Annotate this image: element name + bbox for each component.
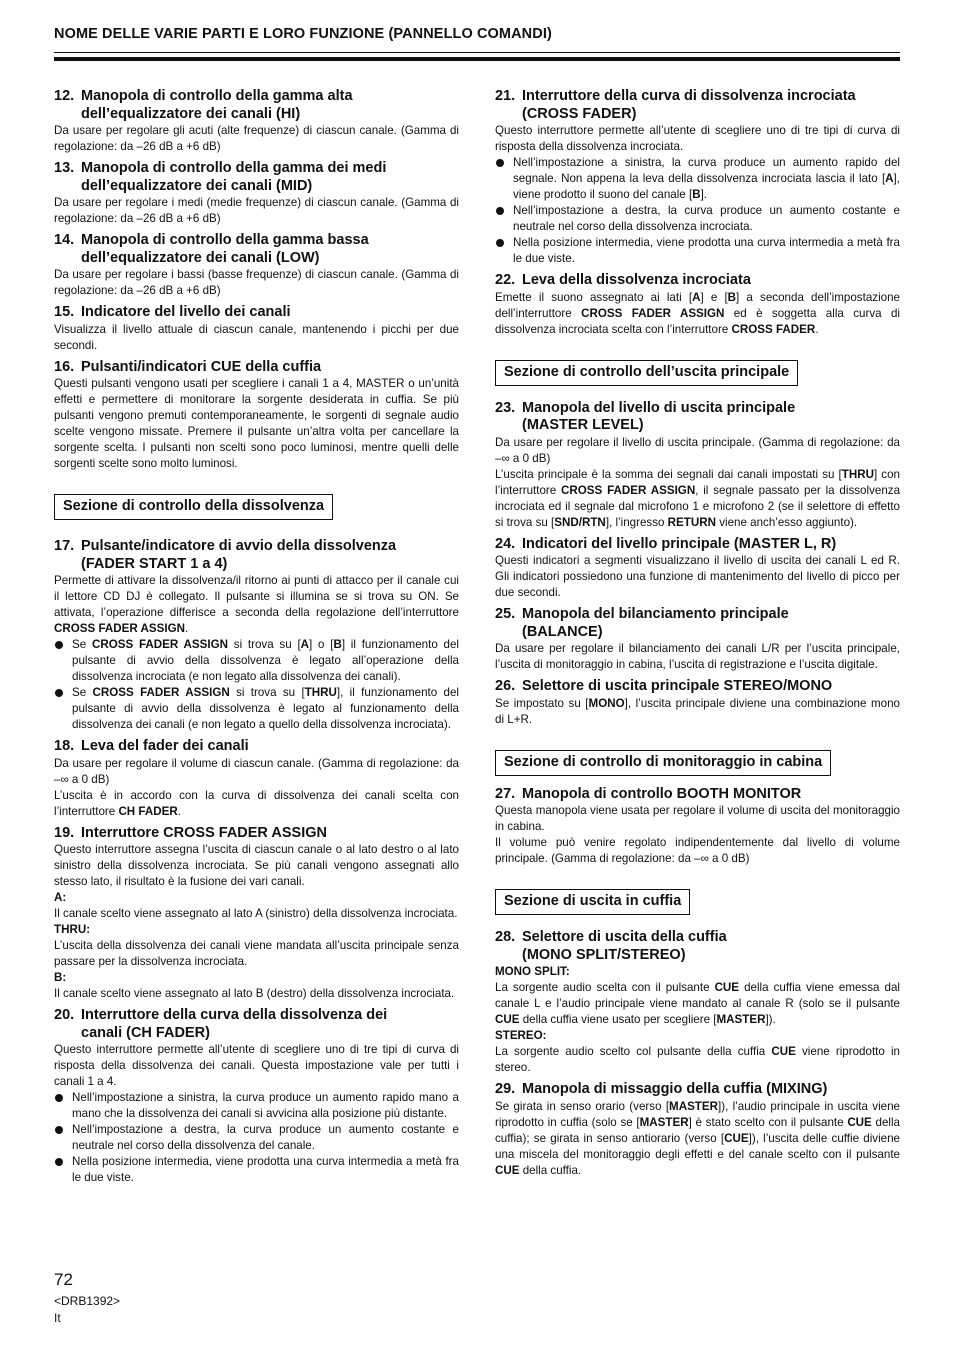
item-15-number: 15.: [54, 304, 75, 320]
item-28: [495, 929, 900, 1076]
item-25-title-line2: (BALANCE): [522, 623, 603, 640]
item-17-title-line2: (FADER START 1 a 4): [81, 555, 228, 572]
item-23-body-2: [495, 467, 900, 531]
item-14-title-line1: Manopola di controllo della gamma bassa: [81, 232, 369, 248]
item-21-bullet-2: Nell’impostazione a destra, la curva produce un aumento costante e neutrale nel corso della dissolvenza incrociata.: [495, 203, 900, 235]
text: ]), l’audio principale in uscita viene riprodotto in cuffia (solo se [: [495, 1099, 900, 1129]
item-19-number: 19.: [54, 824, 75, 841]
item-25-number: 25.: [495, 606, 516, 622]
item-17: [54, 538, 459, 733]
item-18: [54, 738, 459, 820]
text: si trova su [: [229, 686, 305, 699]
item-14-title-line2: dell’equalizzatore dei canali (LOW): [81, 249, 320, 266]
item-17-bullets: [54, 637, 459, 733]
item-18-heading: [54, 738, 459, 756]
keyword: CUE: [771, 1045, 796, 1058]
item-16-number: 16.: [54, 358, 75, 375]
item-19-title: Interruttore CROSS FADER ASSIGN: [81, 824, 327, 841]
item-24-number: 24.: [495, 535, 516, 552]
text: Se girata in senso orario (verso [: [495, 1099, 670, 1113]
text: della cuffia viene emessa dal canale L e l’audio principale viene mandato al canale R (solo se il pulsante: [495, 981, 900, 1010]
item-21-bullet-3: Nella posizione intermedia, viene prodotta una curva intermedia a metà fra le due viste.: [495, 235, 900, 267]
item-17-bullet-1: [54, 637, 459, 685]
text: della cuffia); se girata in senso antiorario (verso [: [495, 1115, 900, 1145]
item-28-label-mono-split: MONO SPLIT:: [495, 965, 570, 978]
item-19-body: Questo interruttore assegna l’uscita di ciascun canale o al lato destro o al lato sinistro della dissolvenza incrociata. Se più canali vengono assegnati allo stesso lato, il risultato è la fusione dei vari canali.: [54, 843, 459, 888]
item-12-body: Da usare per regolare gli acuti (alte frequenze) di ciascun canale. (Gamma di regolazione: da –26 dB a +6 dB): [54, 124, 459, 153]
page-header-title: NOME DELLE VARIE PARTI E LORO FUNZIONE (PANNELLO COMANDI): [54, 26, 552, 42]
text: ] e [: [700, 290, 728, 304]
text: .: [815, 322, 819, 336]
keyword: A: [692, 290, 701, 304]
item-22-number: 22.: [495, 272, 516, 288]
item-23-number: 23.: [495, 399, 516, 416]
item-23-title-line2: (MASTER LEVEL): [522, 417, 644, 433]
keyword: A: [300, 638, 310, 651]
keyword: CUE: [847, 1115, 872, 1129]
item-26-title: Selettore di uscita principale STEREO/MONO: [522, 678, 833, 694]
item-19-text-a: Il canale scelto viene assegnato al lato A (sinistro) della dissolvenza incrociata.: [54, 907, 458, 920]
section-title-master: Sezione di controllo dell’uscita principale: [495, 360, 798, 386]
item-26-heading: [495, 678, 900, 696]
text: ].: [700, 188, 708, 201]
text: ]).: [765, 1013, 776, 1026]
text: viene anch’esso aggiunto).: [715, 515, 858, 529]
text: ] o [: [309, 638, 334, 651]
item-29-heading: [495, 1081, 900, 1099]
text: della cuffia viene usato per scegliere [: [519, 1013, 717, 1026]
item-23-heading: [495, 400, 900, 435]
item-17-number: 17.: [54, 538, 75, 554]
item-12: [54, 88, 459, 155]
text: ], l’uscita principale diviene una combinazione mono di L+R.: [495, 696, 900, 726]
item-28-label-stereo: STEREO:: [495, 1029, 547, 1042]
language-code: It: [54, 1311, 61, 1325]
text: La sorgente audio scelto col pulsante della cuffia: [495, 1045, 772, 1058]
item-25-title-line1: Manopola del bilanciamento principale: [522, 606, 789, 622]
text: L’uscita principale è la somma dei segnali dai canali impostati su [: [495, 467, 842, 481]
keyword: THRU: [841, 467, 874, 481]
item-22: [495, 272, 900, 338]
item-21: [495, 88, 900, 267]
item-28-text-stereo: [495, 1044, 900, 1076]
keyword: MASTER: [639, 1115, 689, 1129]
section-title-fader: Sezione di controllo della dissolvenza: [54, 494, 333, 520]
item-29-body: [495, 1099, 900, 1179]
item-14-number: 14.: [54, 232, 75, 248]
item-25-heading: [495, 606, 900, 641]
item-17-body-end: .: [184, 622, 189, 635]
page-number: 72: [54, 1270, 73, 1289]
keyword: CROSS FADER: [731, 322, 816, 336]
keyword: CROSS FADER ASSIGN: [581, 306, 725, 320]
item-15-heading: [54, 304, 459, 322]
item-15-body: Visualizza il livello attuale di ciascun canale, mantenendo i picchi per due secondi.: [54, 322, 459, 352]
header-rule-thin: [54, 52, 900, 53]
item-27-heading: [495, 786, 900, 804]
item-17-heading: [54, 538, 459, 573]
item-23-title-line1: Manopola del livello di uscita principale: [522, 399, 796, 416]
item-29: [495, 1081, 900, 1179]
item-29-title: Manopola di missaggio della cuffia (MIXING): [522, 1081, 828, 1097]
item-20-bullet-2: Nell’impostazione a destra, la curva produce un aumento costante e neutrale nel corso della dissolvenza del canale.: [54, 1122, 459, 1154]
item-18-title: Leva del fader dei canali: [81, 738, 249, 754]
item-21-bullets: [495, 155, 900, 267]
keyword: CUE: [714, 981, 740, 994]
document-code: <DRB1392>: [54, 1294, 121, 1308]
item-19-text-b: Il canale scelto viene assegnato al lato B (destro) della dissolvenza incrociata.: [54, 987, 455, 1000]
item-13-title-line2: dell’equalizzatore dei canali (MID): [81, 177, 313, 194]
keyword: SND/RTN: [554, 515, 606, 529]
section-fader-wrap: [54, 494, 459, 520]
item-15: [54, 304, 459, 354]
item-24-heading: [495, 536, 900, 554]
item-20-body: Questo interruttore permette all’utente di scegliere uno di tre tipi di curva di risposta della dissolvenza dei canali. Questa impostazione vale per tutti i canali 1 a 4.: [54, 1043, 459, 1088]
item-20-heading: [54, 1007, 459, 1042]
item-17-title-line1: Pulsante/indicatore di avvio della dissolvenza: [81, 538, 397, 554]
item-26-body: [495, 696, 900, 728]
item-12-number: 12.: [54, 88, 75, 104]
item-13-body: Da usare per regolare i medi (medie frequenze) di ciascun canale. (Gamma di regolazione: da –26 dB a +6 dB): [54, 196, 459, 225]
item-21-title-line2: (CROSS FADER): [522, 105, 637, 122]
text: viene riprodotto in stereo.: [495, 1045, 900, 1074]
item-17-body: [54, 573, 459, 637]
item-23-body-1: Da usare per regolare il livello di uscita principale. (Gamma di regolazione: da –∞ a 0 dB): [495, 435, 900, 465]
text: della cuffia.: [519, 1163, 582, 1177]
text: ], viene prodotto il suono del canale [: [513, 172, 900, 201]
item-21-title-line1: Interruttore della curva di dissolvenza incrociata: [522, 88, 856, 104]
section-master-wrap: [495, 360, 900, 386]
item-19-label-b: B:: [54, 971, 67, 984]
keyword: A: [885, 172, 894, 185]
keyword: MASTER: [669, 1099, 718, 1113]
item-13-heading: [54, 160, 459, 195]
text: L’uscita è in accordo con la curva di dissolvenza dei canali scelta con l’interruttore: [54, 788, 459, 818]
keyword: B: [727, 290, 737, 304]
header-rule-thick: [54, 57, 900, 61]
item-28-heading: [495, 929, 900, 964]
keyword: B: [333, 638, 342, 651]
item-13: [54, 160, 459, 227]
text: ] con l’interruttore: [495, 467, 900, 497]
text: La sorgente audio scelta con il pulsante: [495, 981, 715, 994]
item-21-body: Questo interruttore permette all’utente di scegliere uno di tre tipi di curva di risposta della dissolvenza incrociata.: [495, 124, 900, 153]
item-28-text-mono-split: [495, 980, 900, 1028]
text: ] il funzionamento del pulsante di avvio della dissolvenza è legato all’operazione della dissolvenza incrociata (e non legato alla dissolvenza dei canali).: [72, 638, 460, 683]
text: Nell’impostazione a sinistra, la curva produce un aumento rapido del segnale. Non appena la leva della dissolvenza incrociata lascia il lato [: [513, 156, 900, 185]
item-15-title: Indicatore del livello dei canali: [81, 304, 291, 320]
keyword: CUE: [724, 1131, 749, 1145]
item-19: [54, 825, 459, 1003]
item-22-body: [495, 290, 900, 338]
item-18-body-2: [54, 788, 459, 820]
item-16-body: Questi pulsanti vengono usati per scegliere i canali 1 a 4, MASTER o un’unità effetti e permettere di monitorare la sorgente desiderata in cuffia. Se più pulsanti vengono premuti contemporaneamente, le sorgenti di segnale audio scelte vengono missate. Premere il pulsante un’altra volta per cancellare la sorgente scelta. I pulsanti non scelti sono poco luminosi, mentre quelli delle sorgenti scelte sono molto luminosi.: [54, 377, 459, 470]
item-27-title: Manopola di controllo BOOTH MONITOR: [522, 785, 802, 802]
item-28-number: 28.: [495, 929, 516, 945]
item-27-body-1: Questa manopola viene usata per regolare il volume di uscita del monitoraggio in cabina.: [495, 804, 900, 833]
item-12-title-line1: Manopola di controllo della gamma alta: [81, 88, 353, 104]
item-20-title-line1: Interruttore della curva della dissolvenza dei: [81, 1007, 388, 1023]
item-18-body-1: Da usare per regolare il volume di ciascun canale. (Gamma di regolazione: da –∞ a 0 dB): [54, 756, 459, 786]
item-22-title: Leva della dissolvenza incrociata: [522, 272, 751, 288]
keyword: CROSS FADER ASSIGN: [92, 686, 230, 699]
keyword: CH FADER: [118, 804, 178, 818]
item-23: [495, 400, 900, 531]
item-19-text-thru: L’uscita della dissolvenza dei canali viene mandata all’uscita principale senza passare per la dissolvenza incrociata.: [54, 939, 459, 968]
keyword: CROSS FADER ASSIGN: [91, 638, 229, 651]
item-14-heading: [54, 232, 459, 267]
item-19-heading: [54, 825, 459, 843]
item-22-heading: [495, 272, 900, 290]
item-27-body-2: Il volume può venire regolato indipendentemente dal livello di volume principale. (Gamma di regolazione: da –∞ a 0 dB): [495, 836, 900, 865]
section-headphone-wrap: [495, 889, 900, 915]
item-16-heading: [54, 359, 459, 377]
text: ], l’ingresso: [605, 515, 668, 529]
text: ]), l’uscita delle cuffie diviene una miscela del monitoraggio degli effetti e del canale scelto con il pulsante: [495, 1131, 900, 1161]
item-13-title-line1: Manopola di controllo della gamma dei medi: [81, 160, 387, 176]
left-column: [54, 88, 459, 1186]
keyword: THRU: [304, 686, 337, 699]
item-17-bullet-2: [54, 685, 459, 733]
item-13-number: 13.: [54, 160, 75, 176]
item-17-body-keyword: CROSS FADER ASSIGN: [54, 622, 185, 635]
item-24-body: Questi indicatori a segmenti visualizzano il livello di uscita dei canali L ed R. Gli indicatori possiedono una funzione di mantenimento del livello di picco per due secondi.: [495, 554, 900, 599]
item-28-title-line1: Selettore di uscita della cuffia: [522, 929, 727, 945]
item-20-bullet-3: Nella posizione intermedia, viene prodotta una curva intermedia a metà fra le due viste.: [54, 1154, 459, 1186]
section-title-booth: Sezione di controllo di monitoraggio in cabina: [495, 750, 831, 776]
item-27-number: 27.: [495, 785, 516, 802]
item-18-number: 18.: [54, 738, 75, 754]
keyword: CUE: [495, 1013, 520, 1026]
item-20-title-line2: canali (CH FADER): [81, 1024, 210, 1041]
item-14-body: Da usare per regolare i bassi (basse frequenze) di ciascun canale. (Gamma di regolazione: da –26 dB a +6 dB): [54, 268, 459, 297]
item-20: [54, 1007, 459, 1186]
keyword: CUE: [495, 1163, 520, 1177]
section-title-headphone: Sezione di uscita in cuffia: [495, 889, 690, 915]
item-26-number: 26.: [495, 678, 516, 694]
item-25: [495, 606, 900, 673]
right-column: [495, 88, 900, 1179]
item-14: [54, 232, 459, 299]
text: ], il funzionamento del pulsante di avvio della dissolvenza è legato al funzionamento della dissolvenza dei canali (e non legato a quello della dissolvenza incrociata).: [72, 686, 460, 731]
item-19-label-a: A:: [54, 891, 67, 904]
item-25-body: Da usare per regolare il bilanciamento dei canali L/R per l’uscita principale, l’uscita di monitoraggio in cabina, l’uscita di registrazione e l’uscita digitale.: [495, 642, 900, 671]
item-16-title: Pulsanti/indicatori CUE della cuffia: [81, 358, 322, 375]
item-28-title-line2: (MONO SPLIT/STEREO): [522, 946, 686, 963]
item-21-heading: [495, 88, 900, 123]
keyword: B: [692, 188, 701, 201]
item-19-label-thru: THRU:: [54, 923, 91, 936]
item-24-title: Indicatori del livello principale (MASTER L, R): [522, 535, 837, 552]
section-booth-wrap: [495, 750, 900, 776]
item-21-number: 21.: [495, 88, 516, 104]
item-20-bullet-1: Nell’impostazione a sinistra, la curva produce un aumento rapido mano a mano che la dissolvenza dei canali si avvicina alla posizione più distante.: [54, 1090, 459, 1122]
item-26: [495, 678, 900, 728]
text: ed è soggetta alla curva di dissolvenza incrociata scelta con l’interruttore: [495, 306, 900, 336]
item-24: [495, 536, 900, 602]
text: , il segnale passato per la dissolvenza incrociata ed il segnale dal microfono 1 e microfono 2 (se il selettore di effetto si trova su [: [495, 483, 901, 529]
text: si trova su [: [228, 638, 301, 651]
item-27: [495, 786, 900, 868]
text: Se: [72, 686, 93, 699]
item-20-number: 20.: [54, 1007, 75, 1023]
text: ] a seconda dell’impostazione dell’interruttore: [495, 290, 900, 320]
keyword: RETURN: [667, 515, 716, 529]
text: ] è stato scelto con il pulsante: [688, 1115, 848, 1129]
keyword: MONO: [588, 696, 625, 710]
item-21-bullet-1: [495, 155, 900, 203]
item-12-heading: [54, 88, 459, 123]
text: Se impostato su [: [495, 696, 589, 710]
item-17-body-text: Permette di attivare la dissolvenza/il ritorno ai punti di attacco per il canale cui il lettore CD DJ è collegato. Il pulsante si illumina se si trova su ON. Se attivata, l’operazione differisce a seconda della regolazione dell’interruttore: [54, 574, 459, 619]
text: Se: [72, 638, 92, 651]
text: .: [177, 804, 181, 818]
text: Emette il suono assegnato ai lati [: [495, 290, 693, 304]
keyword: MASTER: [716, 1013, 766, 1026]
item-16: [54, 359, 459, 473]
item-29-number: 29.: [495, 1081, 516, 1097]
keyword: CROSS FADER ASSIGN: [561, 483, 696, 497]
item-20-bullets: [54, 1090, 459, 1186]
item-12-title-line2: dell’equalizzatore dei canali (HI): [81, 105, 301, 122]
